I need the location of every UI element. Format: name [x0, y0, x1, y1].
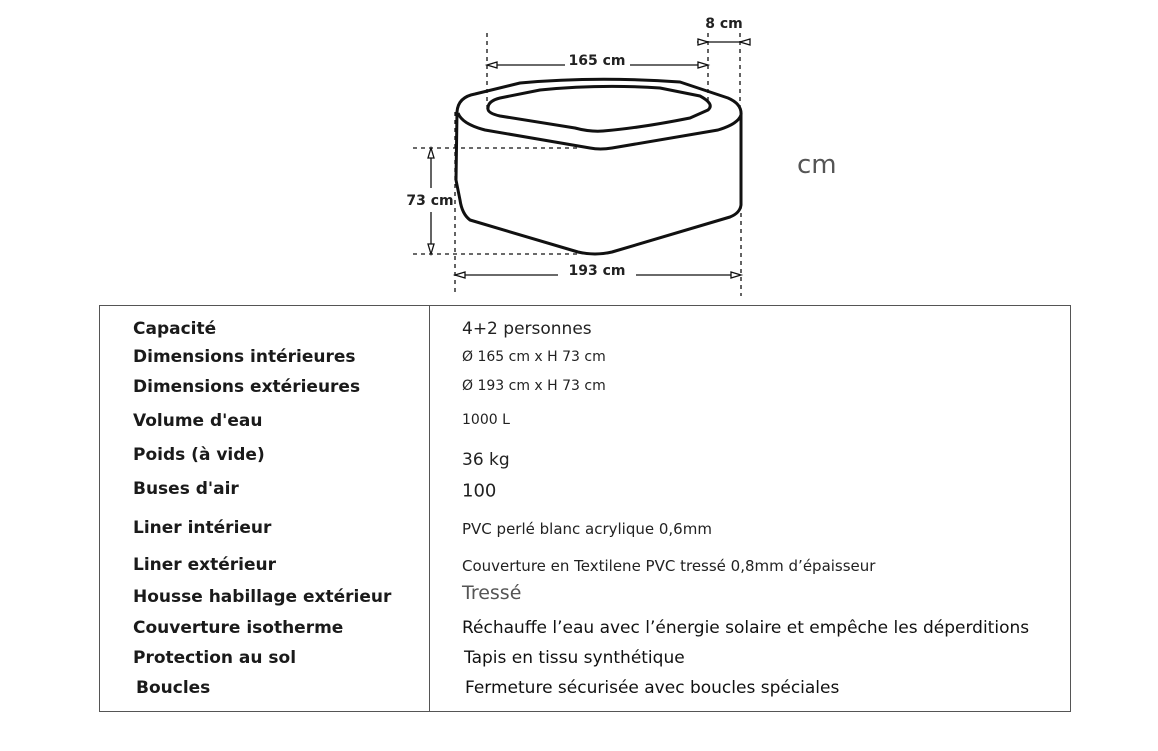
spec-label: Dimensions extérieures	[133, 377, 361, 397]
spec-label: Couverture isotherme	[133, 618, 344, 638]
inner-diameter-label: 165 cm	[568, 53, 626, 69]
tub-inner-opening	[488, 86, 710, 131]
spec-value: PVC perlé blanc acrylique 0,6mm	[462, 520, 712, 538]
spa-tub-drawing	[456, 79, 741, 254]
spec-label: Volume d'eau	[133, 411, 263, 431]
spec-label: Liner extérieur	[133, 555, 276, 575]
spec-value: Tressé	[462, 582, 522, 604]
spec-value: 4+2 personnes	[462, 319, 592, 339]
spec-value: Couverture en Textilene PVC tressé 0,8mm d’épaisseur	[462, 557, 876, 575]
spec-value: 36 kg	[462, 450, 510, 470]
spec-label: Capacité	[133, 319, 217, 339]
rim-width-label: 8 cm	[705, 16, 743, 32]
spec-label: Buses d'air	[133, 479, 239, 499]
spec-label: Boucles	[136, 678, 211, 698]
dimension-arrows	[428, 39, 750, 278]
outer-diameter-label: 193 cm	[568, 263, 626, 279]
cropped-unit-text: cm	[797, 150, 837, 180]
spec-value: Réchauffe l’eau avec l’énergie solaire et empêche les déperditions	[462, 618, 1030, 638]
spec-value: 100	[462, 480, 497, 502]
spec-value: Ø 165 cm x H 73 cm	[462, 349, 606, 365]
spec-value: Tapis en tissu synthétique	[464, 648, 685, 668]
spec-value: Ø 193 cm x H 73 cm	[462, 378, 606, 394]
spec-label: Protection au sol	[133, 648, 297, 668]
spa-dimension-diagram	[0, 0, 1158, 300]
spec-value: 1000 L	[462, 412, 510, 428]
dimension-lines	[413, 33, 741, 296]
spec-label: Dimensions intérieures	[133, 347, 356, 367]
spec-label: Housse habillage extérieur	[133, 587, 392, 607]
spec-label: Liner intérieur	[133, 518, 272, 538]
tub-outer-rim	[456, 79, 741, 254]
table-column-divider	[429, 305, 430, 712]
height-label: 73 cm	[406, 193, 454, 209]
spec-label: Poids (à vide)	[133, 445, 265, 465]
spec-value: Fermeture sécurisée avec boucles spéciales	[465, 678, 840, 698]
